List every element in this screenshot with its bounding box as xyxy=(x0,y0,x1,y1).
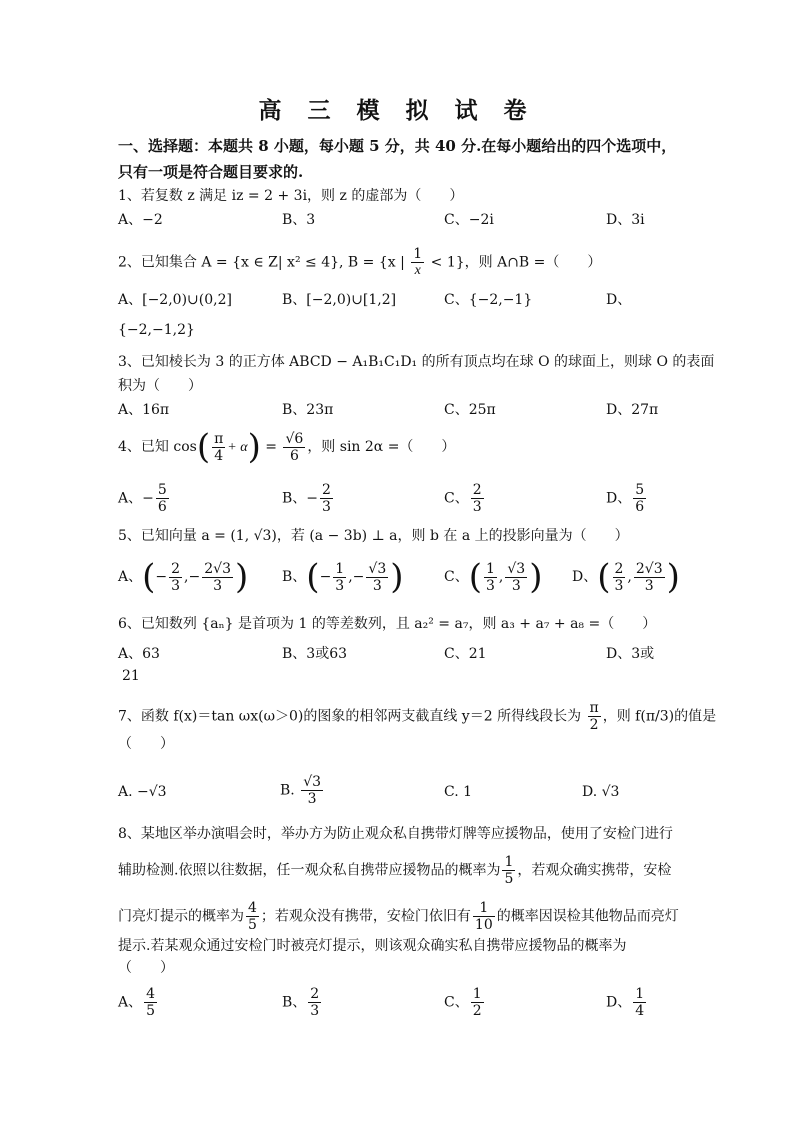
question-3-stem: 3、已知棱长为 3 的正方体 ABCD − A₁B₁C₁D₁ 的所有顶点均在球 O 的球面上，则球 O 的表面 xyxy=(118,354,715,370)
question-2-stem xyxy=(118,246,601,279)
question-8-line4: 提示.若某观众通过安检门时被亮灯提示，则该观众确实私自携带应援物品的概率为 xyxy=(118,938,627,954)
question-6-option-c: C、21 xyxy=(444,646,487,662)
question-1-option-a: A、−2 xyxy=(118,212,163,228)
question-2-option-d-continued: {−2,−1,2} xyxy=(118,322,195,338)
question-1-option-b: B、3 xyxy=(282,212,316,228)
question-8-line1: 8、某地区举办演唱会时，举办方为防止观众私自携带灯牌等应援物品，使用了安检门进行 xyxy=(118,826,673,842)
question-2-option-d: D、 xyxy=(606,292,632,308)
question-2-fraction: $\frac{1}{x}$ xyxy=(413,246,423,278)
question-5-option-b: B、(− $\frac{1}{3}$ ,− $\frac{√3}{3}$ ) xyxy=(282,557,404,597)
question-7-stem-a: 7、函数 f(x)＝tan ωx(ω＞0)的图象的相邻两支截直线 y＝2 所得线段长为 xyxy=(118,708,582,725)
question-4-option-b: B、− $\frac{2}{3}$ xyxy=(282,482,331,515)
question-7-stem-continued: （ ） xyxy=(118,736,174,752)
question-8-line2: 辅助检测.依照以往数据，任一观众私自携带应援物品的概率为 $\frac{1}{5}$ ，若观众确实携带，安检 xyxy=(118,854,672,887)
question-4-stem-a: 4、已知 cos xyxy=(118,439,197,455)
question-7-option-c: C. 1 xyxy=(444,784,473,800)
question-4-stem: 4、已知 cos( $\frac{\pi}{4}$ + α) = $\frac{√6}{6}$ ，则 sin 2α =（ ） xyxy=(118,427,456,467)
question-7-stem xyxy=(118,700,716,733)
question-3-option-c: C、25π xyxy=(444,402,496,418)
question-8-option-b: B、 $\frac{2}{3}$ xyxy=(282,986,320,1019)
question-4-arg-fraction: $\frac{\pi}{4}$ xyxy=(214,430,224,464)
question-2-option-c: C、{−2,−1} xyxy=(444,292,533,308)
question-4-option-c: C、 $\frac{2}{3}$ xyxy=(444,482,482,515)
question-2-option-a: A、[−2,0)∪(0,2] xyxy=(118,292,232,308)
section-heading-line1: 一、选择题：本题共 8 小题，每小题 5 分，共 40 分.在每小题给出的四个选项中， xyxy=(118,137,677,155)
question-4-option-a: A、− $\frac{5}{6}$ xyxy=(118,482,167,515)
section-heading-line2: 只有一项是符合题目要求的. xyxy=(118,163,304,181)
question-5-option-d: D、( $\frac{2}{3}$ , $\frac{2√3}{3}$ ) xyxy=(572,557,680,597)
question-4-option-d: D、 $\frac{5}{6}$ xyxy=(606,482,645,515)
question-1-stem: 1、若复数 z 满足 iz = 2 + 3i，则 z 的虚部为（ ） xyxy=(118,188,464,204)
question-3-option-d: D、27π xyxy=(606,402,659,418)
question-1-option-c: C、−2i xyxy=(444,212,494,228)
question-8-option-d: D、 $\frac{1}{4}$ xyxy=(606,986,645,1019)
question-1-option-d: D、3i xyxy=(606,212,645,228)
question-5-stem: 5、已知向量 a = (1, √3)，若 (a − 3b) ⊥ a，则 b 在 a 上的投影向量为（ ） xyxy=(118,528,629,544)
question-3-stem-continued: 积为（ ） xyxy=(118,378,202,394)
question-7-stem-b: ，则 f(π/3)的值是 xyxy=(602,708,717,725)
question-4-stem-b: ，则 sin 2α =（ ） xyxy=(307,439,456,455)
question-6-option-b: B、3或63 xyxy=(282,646,348,662)
question-6-stem: 6、已知数列 {aₙ} 是首项为 1 的等差数列，且 a₂² = a₇，则 a₃ + a₇ + a₈ =（ ） xyxy=(118,616,657,632)
question-8-line5: （ ） xyxy=(118,960,174,976)
question-3-option-b: B、23π xyxy=(282,402,334,418)
question-6-option-d: D、3或 xyxy=(606,646,655,662)
question-6-option-a: A、63 xyxy=(118,646,160,662)
question-2-stem-a: 2、已知集合 A = {x ∈ Z| x² ≤ 4}, B = {x | xyxy=(118,254,405,271)
question-8-line3: 门亮灯提示的概率为 $\frac{4}{5}$ ；若观众没有携带，安检门依旧有 $\frac{1}{10}$ 的概率因误检其他物品而亮灯 xyxy=(118,900,679,933)
question-8-option-c: C、 $\frac{1}{2}$ xyxy=(444,986,482,1019)
question-5-option-a: A、(− $\frac{2}{3}$ ,− $\frac{2√3}{3}$ ) xyxy=(118,557,249,597)
page-title: 高 三 模 拟 试 卷 xyxy=(258,97,536,124)
question-2-option-b: B、[−2,0)∪[1,2] xyxy=(282,292,397,308)
question-5-option-c: C、( $\frac{1}{3}$ , $\frac{√3}{3}$ ) xyxy=(444,557,543,597)
question-4-arg-tail: + α xyxy=(227,440,248,455)
question-7-option-a: A. −√3 xyxy=(118,784,167,800)
question-4-rhs-fraction: $\frac{√6}{6}$ xyxy=(285,430,304,464)
question-7-option-b: B. $\frac{√3}{3}$ xyxy=(280,774,322,807)
question-3-option-a: A、16π xyxy=(118,402,170,418)
question-7-fraction: $\frac{\pi}{2}$ xyxy=(589,700,599,733)
question-6-option-d-continued: 21 xyxy=(122,668,140,684)
question-2-stem-b: < 1}，则 A∩B =（ ） xyxy=(430,254,602,271)
question-7-option-d: D. √3 xyxy=(582,784,620,800)
question-8-option-a: A、 $\frac{4}{5}$ xyxy=(118,986,156,1019)
